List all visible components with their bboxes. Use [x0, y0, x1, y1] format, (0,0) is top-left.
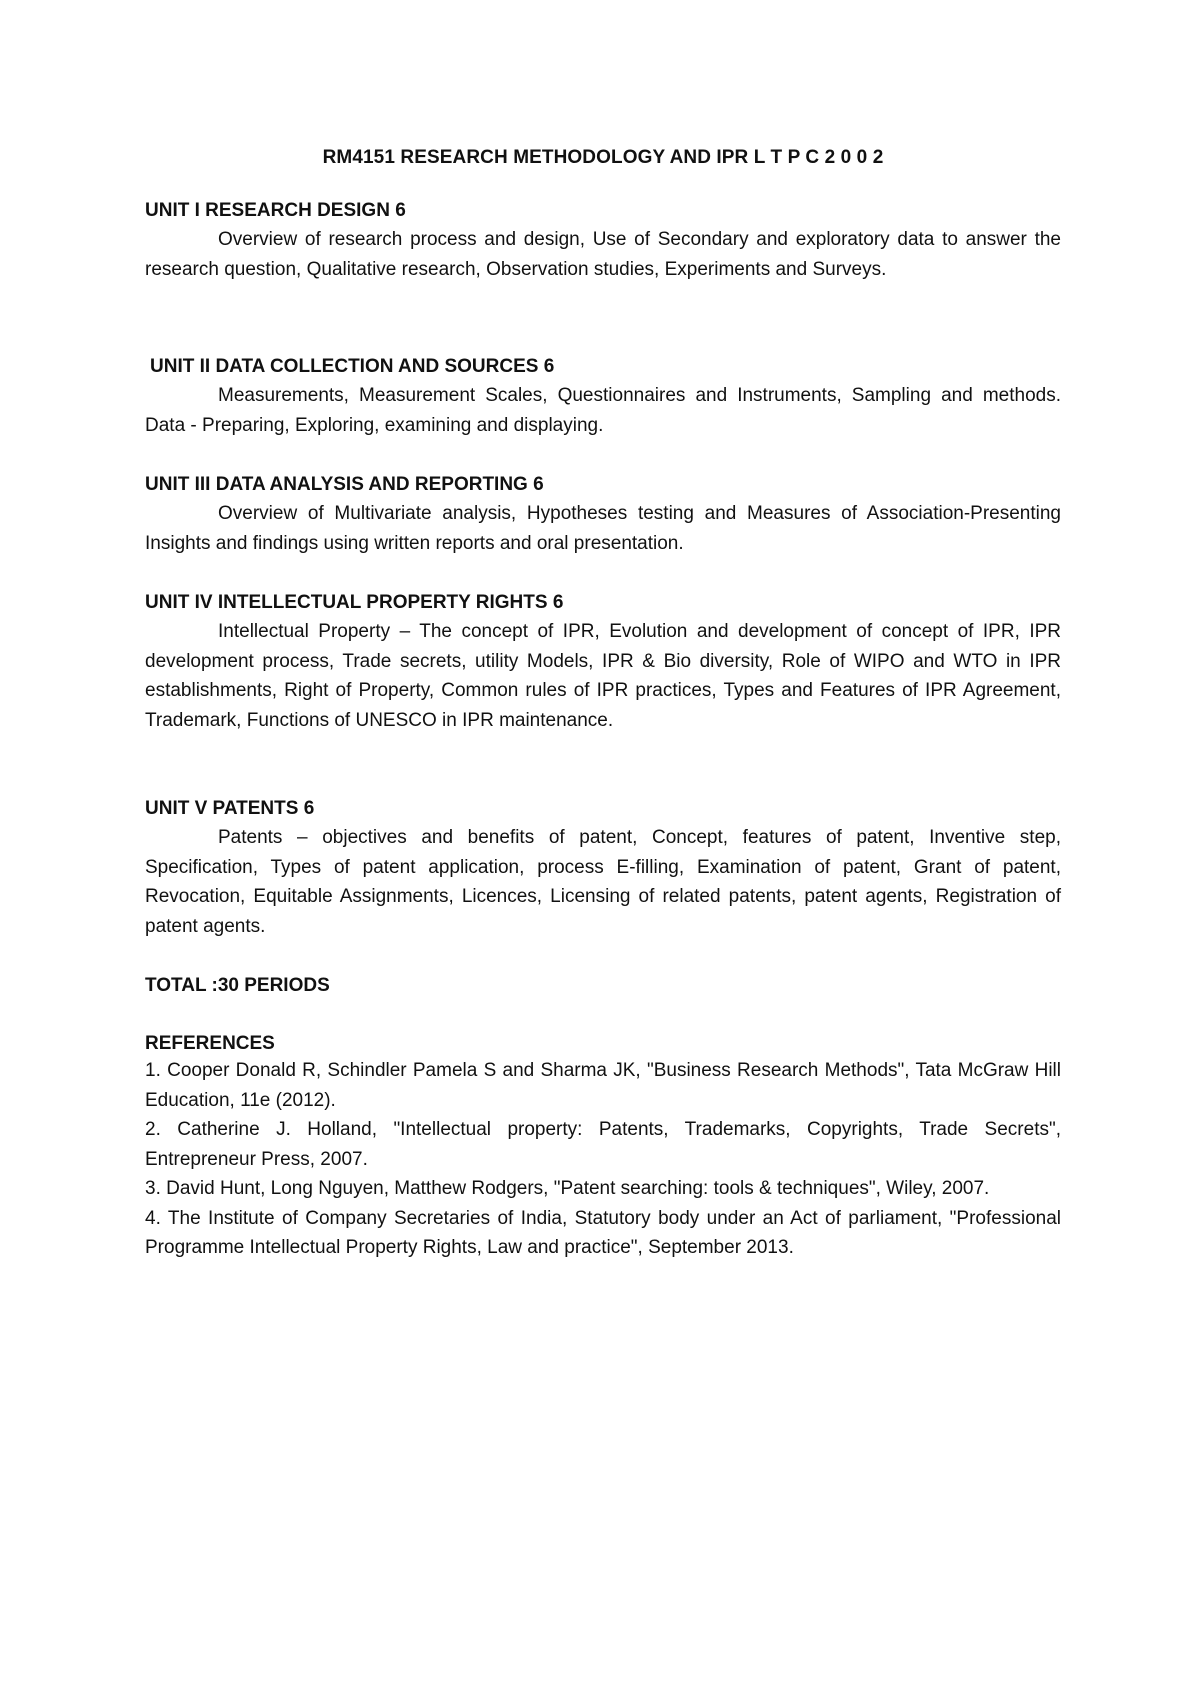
references-section	[145, 1032, 1061, 1263]
unit-2-section	[145, 355, 1061, 440]
unit-4-section	[145, 591, 1061, 735]
unit-body: Patents – objectives and benefits of patent, Concept, features of patent, Inventive step, Specification, Types of patent application, process E-filling, Examination of patent, Grant of patent, Revocation, Equitable Assignments, Licences, Licensing of related patents, patent agents, Registration of patent agents.	[145, 827, 1061, 937]
unit-3-section	[145, 473, 1061, 558]
unit-body: Measurements, Measurement Scales, Questionnaires and Instruments, Sampling and methods. Data - Preparing, Exploring, examining and displaying.	[145, 385, 1061, 436]
unit-heading: UNIT IV INTELLECTUAL PROPERTY RIGHTS 6	[145, 592, 564, 613]
unit-1-section	[145, 199, 1061, 284]
reference-item: 1. Cooper Donald R, Schindler Pamela S and Sharma JK, "Business Research Methods", Tata McGraw Hill Education, 11e (2012).	[145, 1060, 1061, 1111]
unit-heading: UNIT I RESEARCH DESIGN 6	[145, 200, 406, 221]
unit-heading: UNIT III DATA ANALYSIS AND REPORTING 6	[145, 474, 544, 495]
unit-body: Intellectual Property – The concept of IPR, Evolution and development of concept of IPR, IPR development process, Trade secrets, utility Models, IPR & Bio diversity, Role of WIPO and WTO in IPR establishments, Right of Property, Common rules of IPR practices, Types and Features of IPR Agreement, Trademark, Functions of UNESCO in IPR maintenance.	[145, 621, 1061, 731]
total-periods: TOTAL :30 PERIODS	[145, 975, 330, 996]
unit-body: Overview of Multivariate analysis, Hypotheses testing and Measures of Association-Presenting Insights and findings using written reports and oral presentation.	[145, 503, 1061, 554]
reference-item: 2. Catherine J. Holland, "Intellectual property: Patents, Trademarks, Copyrights, Trade Secrets", Entrepreneur Press, 2007.	[145, 1119, 1061, 1170]
unit-heading: UNIT V PATENTS 6	[145, 798, 315, 819]
unit-body: Overview of research process and design, Use of Secondary and exploratory data to answer the research question, Qualitative research, Observation studies, Experiments and Surveys.	[145, 229, 1061, 280]
document-title: RM4151 RESEARCH METHODOLOGY AND IPR L T P C 2 0 0 2	[322, 147, 884, 168]
references-heading: REFERENCES	[145, 1033, 275, 1054]
reference-item: 3. David Hunt, Long Nguyen, Matthew Rodgers, "Patent searching: tools & techniques", Wiley, 2007.	[145, 1178, 990, 1199]
reference-item: 4. The Institute of Company Secretaries of India, Statutory body under an Act of parliament, "Professional Programme Intellectual Property Rights, Law and practice", September 2013.	[145, 1207, 1061, 1258]
unit-heading: UNIT II DATA COLLECTION AND SOURCES 6	[150, 356, 555, 377]
unit-5-section	[145, 797, 1061, 941]
